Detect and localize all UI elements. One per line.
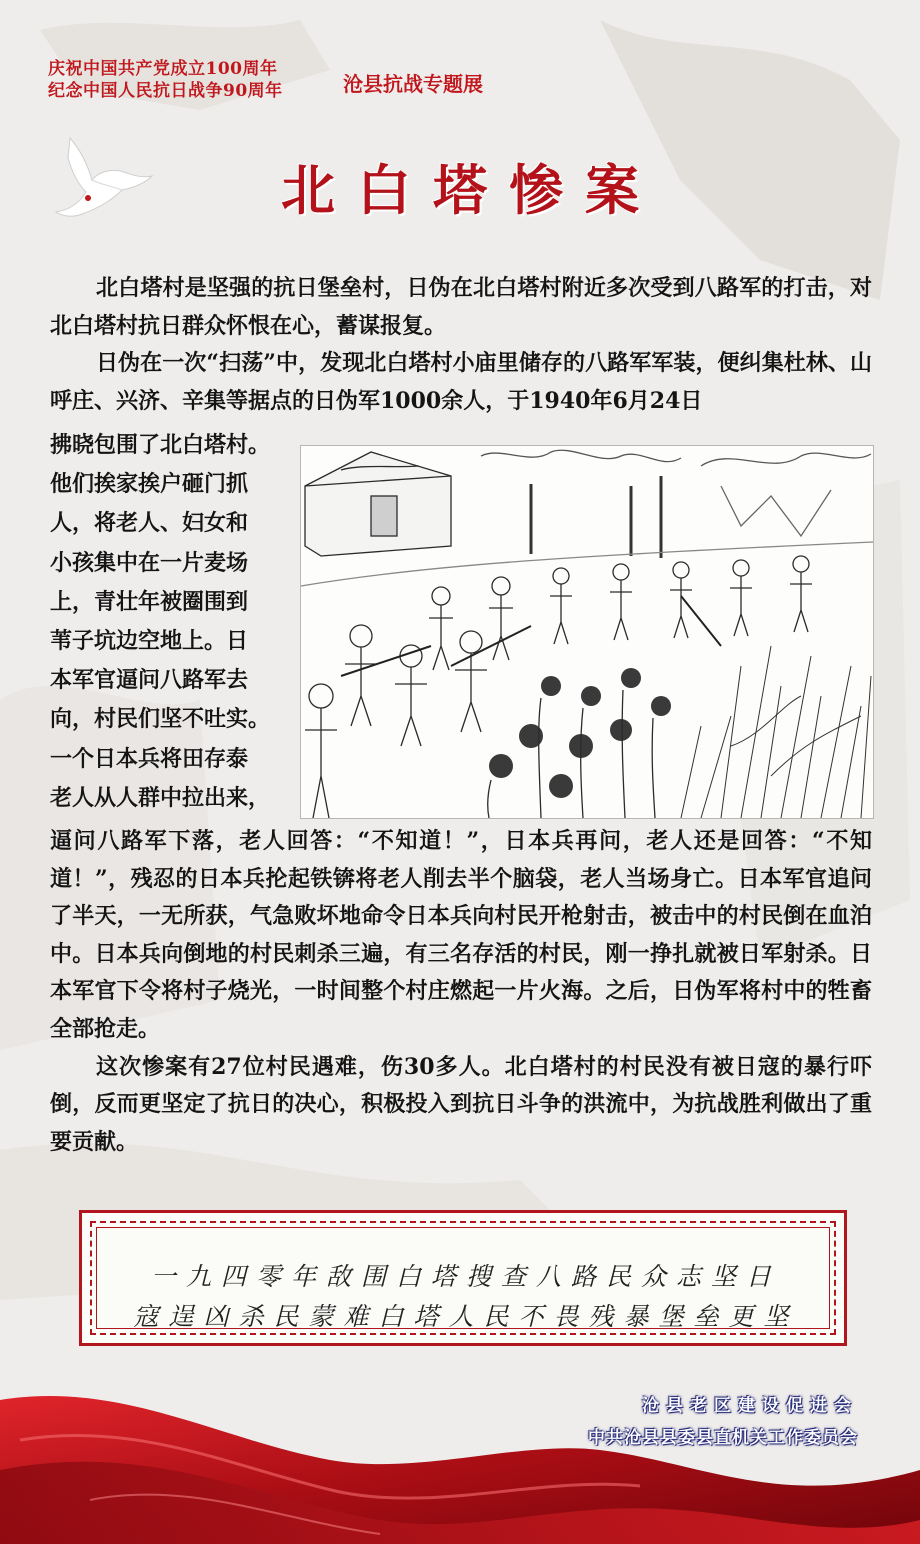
continuation-line: 知道！”，残忍的日本兵抡起铁锛将老人削去半个脑袋，老人当场身亡。日本 [50,828,872,892]
paragraph-1-line-1: 北白塔村是坚强的抗日堡垒村，日伪在北白塔村附近多次受到八路军的 [96,275,784,301]
continuation-line: 刚一挣扎就被日军射杀。日本军官下令将村子烧光，一时间整个村庄燃起一 [50,940,872,1005]
narrow-line: 本军官逼问八路军去 [50,667,249,694]
continuation-paragraphs [50,823,872,1161]
continuation-line: 胜利做出了重要贡献。 [50,1091,872,1155]
narrow-text-column [50,426,288,818]
header-line-2: 纪念中国人民抗日战争90周年 [48,81,283,101]
continuation-paragraph-2 [50,1049,872,1162]
narrow-line: 老人从人群中拉出来， [50,784,271,811]
narrow-line: 上，青壮年被圈围到 [50,588,249,615]
narrow-line: 拂晓包围了北白塔村。 [50,432,271,458]
calligraphy-frame [79,1210,847,1346]
narrow-line: 他们挨家挨户砸门抓 [50,471,249,498]
continuation-line: 这次惨案有27位村民遇难，伤30多人。北白塔村的村民没有被日寇的暴 [96,1053,827,1080]
header-block [48,58,483,102]
paragraph-1 [50,270,872,345]
continuation-line: 逼问八路军下落，老人回答：“不知道！”，日本兵再问，老人还是回答：“不 [50,828,850,854]
intro-paragraphs [50,270,872,420]
page-title: 北白塔惨案 [281,159,661,222]
narrow-line: 苇子坑边空地上。日 [50,628,249,655]
calligraphy-line-2: 寇逞凶杀民蒙难白塔人民不畏残暴堡垒更坚 [133,1302,799,1331]
calligraphy-line-1: 一九四零年敌围白塔搜查八路民众志坚日 [150,1262,781,1291]
footer-org-2: 中共沧县县委县直机关工作委员会 [588,1428,858,1448]
continuation-line: 中的村民倒在血泊中。日本兵向倒地的村民刺杀三遍，有三名存活的村民， [50,903,872,967]
massacre-illustration [300,445,874,819]
header-line-1: 庆祝中国共产党成立100周年 [48,59,278,79]
narrow-line: 小孩集中在一片麦场 [50,549,249,576]
footer-org-1: 沧县老区建设促进会 [642,1396,858,1416]
narrow-line: 人，将老人、妇女和 [50,510,249,537]
continuation-line: 片火海。之后，日伪军将村中的牲畜全部抢走。 [50,978,872,1042]
continuation-line: 军官追问了半天，一无所获，气急败坏地命令日本兵向村民开枪射击，被击 [50,865,872,930]
narrow-line: 向，村民们坚不吐实。 [50,706,271,733]
paragraph-2 [50,345,872,420]
paragraph-2-line-1: 日伪在一次“扫荡”中，发现北白塔村小庙里储存的八路军军装，便纠 [96,350,762,377]
paragraph-1-line-2: 打击，对北白塔村抗日群众怀恨在心，蓄谋报复。 [50,275,872,339]
paragraph-2-line-2: 集杜林、山呼庄、兴济、辛集等据点的日伪军1000余人，于1940年6月24日 [50,350,872,414]
continuation-paragraph-1 [50,823,872,1049]
exhibit-name: 沧县抗战专题展 [343,72,483,96]
narrow-line: 一个日本兵将田存泰 [50,745,249,772]
continuation-line: 行吓倒，反而更坚定了抗日的决心，积极投入到抗日斗争的洪流中，为抗战 [50,1053,872,1118]
